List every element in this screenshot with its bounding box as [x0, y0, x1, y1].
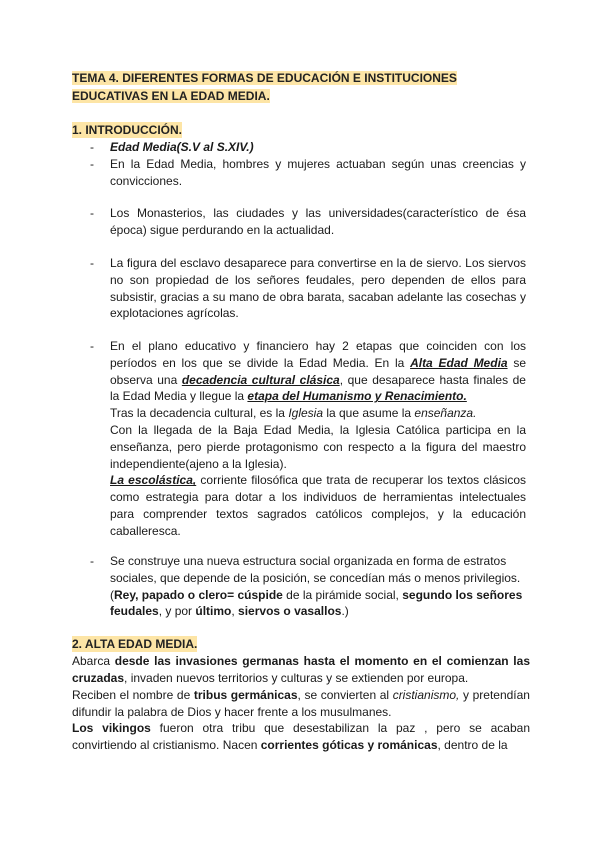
list-dash: - [90, 157, 94, 171]
escolastica-term: La escolástica, [110, 473, 197, 488]
list-item-text: Edad Media(S.V al S.XIV.) [110, 140, 254, 154]
list-dash: - [90, 554, 94, 568]
section-2-heading: 2. ALTA EDAD MEDIA. [72, 637, 198, 651]
title-line-2: EDUCATIVAS EN LA EDAD MEDIA. [72, 88, 270, 103]
list-dash: - [90, 206, 94, 220]
section-1-heading: 1. INTRODUCCIÓN. [72, 123, 183, 137]
list-dash: - [90, 140, 94, 154]
humanismo-term: etapa del Humanismo y Renacimiento. [247, 389, 467, 404]
list-item-text: En el plano educativo y financiero hay 2 etapas que coinciden con los períodos en los que se divide la Edad Media. En la Alta Edad Media se observa una decadencia cultural clásica, que desaparece hasta finales de la Edad Media y llegue la etapa del Humanismo y Renacimiento. Tras la decadencia cultural, es la Iglesia la que asume la enseñanza. Con la llegada de la Baja Edad Media, la Iglesia Católica participa en la enseñanza, pero pierde protagonismo con respecto a la figura del maestro independiente(ajeno a la Iglesia). La escolástica, corriente filosófica que trata de recuperar los textos clásicos como estrategia para dotar a los individuos de herramientas intelectuales para comprender textos sagrados católicos complejos, y la educación caballeresca. [110, 339, 526, 538]
list-dash: - [90, 256, 94, 270]
title-line-1: TEMA 4. DIFERENTES FORMAS DE EDUCACIÓN E INSTITUCIONES [72, 71, 457, 85]
alta-edad-media-term: Alta Edad Media [410, 355, 508, 370]
list-item-text: Los Monasterios, las ciudades y las universidades(característico de ésa época) sigue perdurando en la actualidad. [110, 206, 526, 237]
list-item-text: En la Edad Media, hombres y mujeres actuaban según unas creencias y convicciones. [110, 157, 526, 188]
paragraph-vikingos: Los vikingos fueron otra tribu que desestabilizan la paz , pero se acaban convirtiendo al cristianismo. Nacen corrientes góticas y románicas, dentro de la [72, 721, 530, 753]
decadencia-term: decadencia cultural clásica [181, 372, 340, 387]
list-item-text: Se construye una nueva estructura social organizada en forma de estratos sociales, que depende de la posición, se concedían más o menos privilegios. (Rey, papado o clero= cúspide de la pirámide social, segundo los señores feudales, y por último, siervos o vasallos.) [110, 554, 523, 619]
paragraph-abarca: Abarca desde las invasiones germanas hasta el momento en el comienzan las cruzadas, invaden nuevos territorios y culturas y se extienden por europa. [72, 654, 530, 686]
document-title [72, 70, 492, 105]
list-dash: - [90, 339, 94, 353]
paragraph-tribus: Reciben el nombre de tribus germánicas, se convierten al cristianismo, y pretendían difundir la palabra de Dios y hacer frente a los musulmanes. [72, 688, 530, 720]
list-item-text: La figura del esclavo desaparece para convertirse en la de siervo. Los siervos no son propiedad de los señores feudales, pero dependen de ellos para subsistir, gracias a su mano de obra barata, sacaban adelante las cosechas y explotaciones agrícolas. [110, 256, 526, 321]
